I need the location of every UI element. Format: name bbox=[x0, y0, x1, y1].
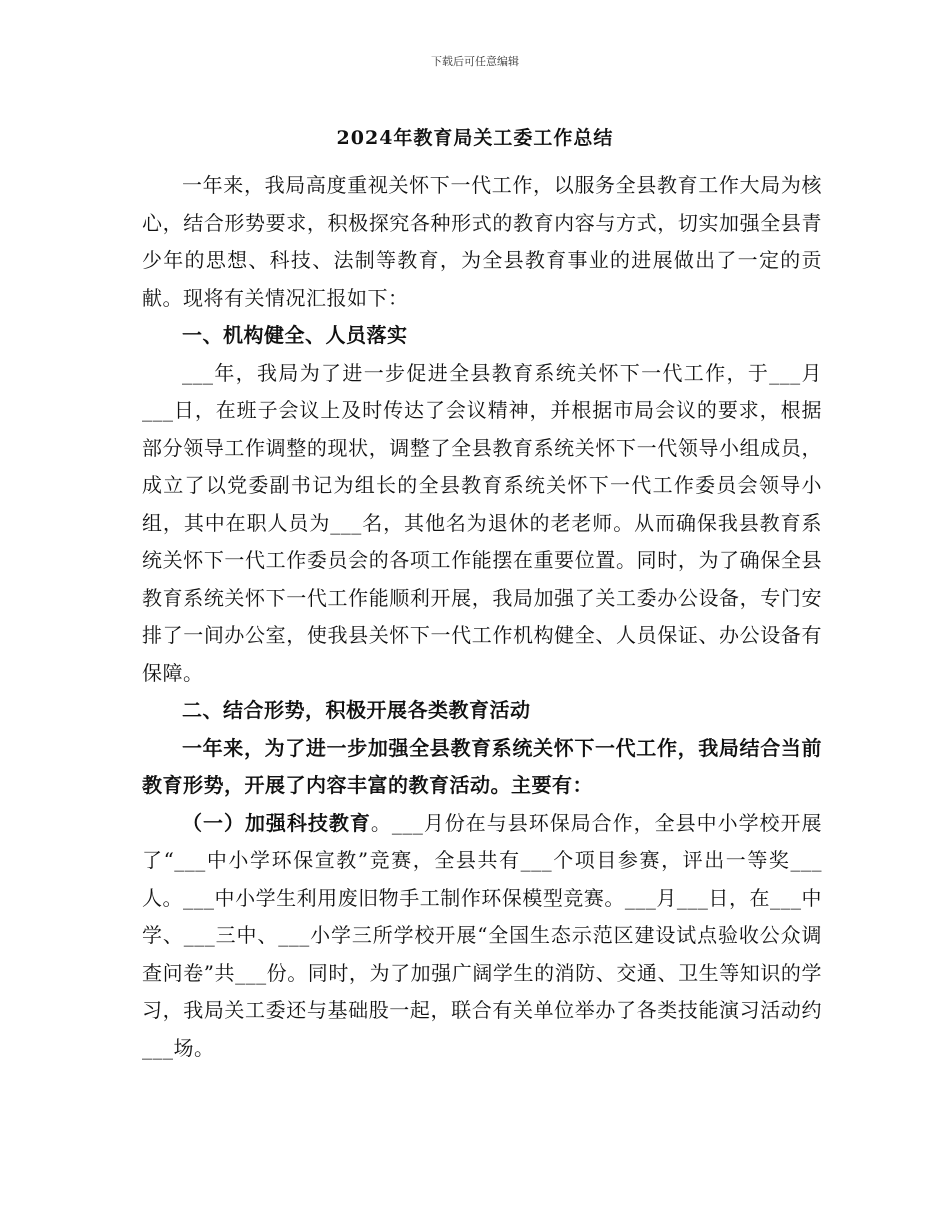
section2-item1-paragraph bbox=[142, 805, 822, 1068]
section2-heading: 二、结合形势，积极开展各类教育活动 bbox=[182, 698, 531, 722]
section1-heading: 一、机构健全、人员落实 bbox=[182, 323, 408, 347]
section1-paragraph: ___年，我局为了进一步促进全县教育系统关怀下一代工作，于___月___日，在班子会议上及时传达了会议精神，并根据市局会议的要求，根据部分领导工作调整的现状，调整了全县教育系统关怀下一代领导小组成员，成立了以党委副书记为组长的全县教育系统关怀下一代工作委员会领导小组，其中在职人员为___名，其他名为退休的老老师。从而确保我县教育系统关怀下一代工作委员会的各项工作能摆在重要位置。同时，为了确保全县教育系统关怀下一代工作能顺利开展，我局加强了关工委办公设备，专门安排了一间办公室，使我县关怀下一代工作机构健全、人员保证、办公设备有保障。 bbox=[142, 360, 822, 685]
intro-paragraph: 一年来，我局高度重视关怀下一代工作，以服务全县教育工作大局为核心，结合形势要求，积极探究各种形式的教育内容与方式，切实加强全县青少年的思想、科技、法制等教育，为全县教育事业的进展做出了一定的贡献。现将有关情况汇报如下： bbox=[142, 173, 822, 310]
document-title: 2024年教育局关工委工作总结 bbox=[336, 127, 614, 149]
section2-lead-paragraph: 一年来，为了进一步加强全县教育系统关怀下一代工作，我局结合当前教育形势，开展了内容丰富的教育活动。主要有： bbox=[142, 735, 822, 797]
page-header-note: 下载后可任意编辑 bbox=[431, 55, 519, 68]
section2-item1-text: 。___月份在与县环保局合作，全县中小学校开展了“___中小学环保宣教”竞赛，全县共有___个项目参赛，评出一等奖___人。___中小学生利用废旧物手工制作环保模型竞赛。___月___日，在___中学、___三中、___小学三所学校开展“全国生态示范区建设试点验收公众调查问卷”共___份。同时，为了加强广阔学生的消防、交通、卫生等知识的学习，我局关工委还与基础股一起，联合有关单位举办了各类技能演习活动约___场。 bbox=[142, 810, 823, 1060]
section2-item1-label: （一）加强科技教育 bbox=[182, 810, 371, 835]
document-body bbox=[142, 167, 822, 1067]
